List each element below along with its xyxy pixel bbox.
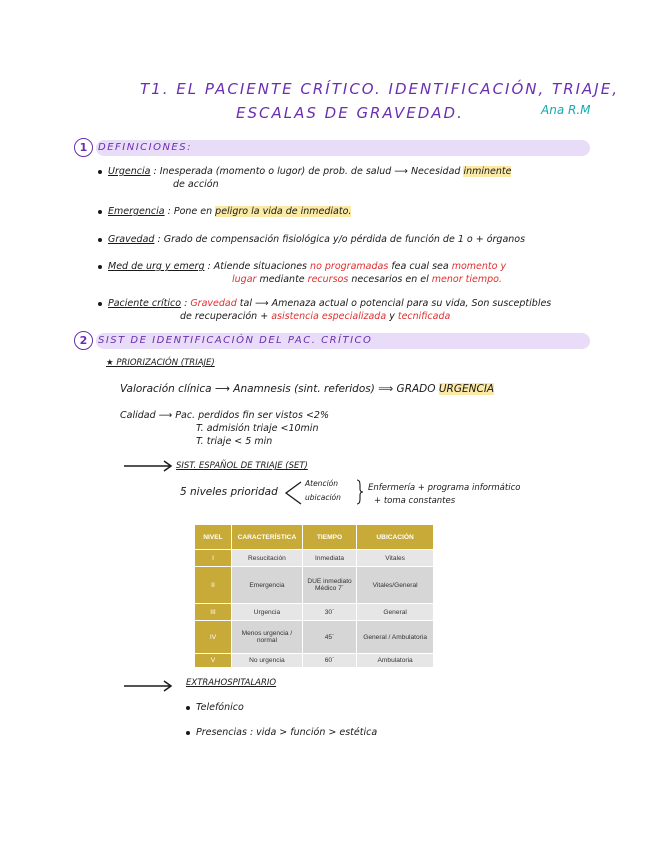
nivel-cell: III <box>195 604 232 621</box>
atencion-label: Atención <box>305 479 338 488</box>
enfermeria-line2: + toma constantes <box>374 496 456 506</box>
tiempo-cell: 60´ <box>302 654 356 668</box>
bullet-icon <box>186 731 190 735</box>
col-header-caracteristica: CARACTERÍSTICA <box>232 525 303 550</box>
set-heading: SIST. ESPAÑOL DE TRIAJE (SET) <box>176 461 308 471</box>
valoracion-clinica: Valoración clínica ⟶ Anamnesis (sint. referidos) ⟹ GRADO URGENCIA <box>120 383 495 395</box>
nivel-cell: I <box>195 550 232 567</box>
calidad-line3: T. triaje < 5 min <box>196 436 273 447</box>
extra-item-presencias: Presencias : vida > función > estética <box>186 727 377 738</box>
calidad-line2: T. admisión triaje <10min <box>196 423 319 434</box>
table-row <box>195 550 434 567</box>
extrahospitalario-heading: EXTRAHOSPITALARIO <box>186 678 277 688</box>
tiempo-cell: Inmediata <box>302 550 356 567</box>
bullet-icon <box>98 170 102 174</box>
bullet-icon <box>98 210 102 214</box>
caracteristica-cell: No urgencia <box>232 654 303 668</box>
ubicacion-cell: Ambulatoria <box>357 654 434 668</box>
arrow-right-icon <box>122 680 174 692</box>
nivel-cell: II <box>195 567 232 604</box>
bullet-icon <box>98 265 102 269</box>
section1-number: 1 <box>74 138 93 157</box>
enfermeria-line1: Enfermería + programa informático <box>368 483 521 493</box>
less-than-bracket-icon <box>283 480 303 506</box>
def-paciente-critico-line2: de recuperación + asistencia especializada y tecnificada <box>180 311 451 322</box>
def-medicina-urgencias-line2: lugar mediante recursos necesarios en el menor tiempo. <box>232 274 502 285</box>
caracteristica-cell: Menos urgencia / normal <box>232 621 303 654</box>
bullet-icon <box>98 238 102 242</box>
def-paciente-critico: Paciente crítico : Gravedad tal ⟶ Amenaza actual o potencial para su vida, Son susceptibles <box>98 298 551 309</box>
def-emergencia: Emergencia : Pone en peligro la vida de inmediato. <box>98 206 351 217</box>
caracteristica-cell: Urgencia <box>232 604 303 621</box>
table-row <box>195 621 434 654</box>
tiempo-cell: 45´ <box>302 621 356 654</box>
page-title: T1. EL PACIENTE CRÍTICO. IDENTIFICACIÓN, TRIAJE, <box>140 80 619 98</box>
extra-item-telefonico: Telefónico <box>186 702 244 713</box>
def-urgencia-line2: de acción <box>173 179 219 190</box>
table-row <box>195 567 434 604</box>
table-row <box>195 604 434 621</box>
arrow-right-icon <box>122 460 174 472</box>
table-header-row <box>195 525 434 550</box>
calidad-line1: Calidad ⟶ Pac. perdidos fin ser vistos <2% <box>120 410 329 421</box>
author-signature: Ana R.M <box>541 103 591 117</box>
caracteristica-cell: Emergencia <box>232 567 303 604</box>
caracteristica-cell: Resucitación <box>232 550 303 567</box>
ubicacion-cell: Vitales/General <box>357 567 434 604</box>
priorizacion-heading: ★ PRIORIZACIÓN (TRIAJE) <box>106 358 215 368</box>
table-row <box>195 654 434 668</box>
ubicacion-cell: General <box>357 604 434 621</box>
nivel-cell: IV <box>195 621 232 654</box>
ubicacion-cell: Vitales <box>357 550 434 567</box>
niveles-prioridad: 5 niveles prioridad <box>180 486 278 498</box>
def-urgencia: Urgencia : Inesperada (momento o lugor) de prob. de salud ⟶ Necesidad inminente <box>98 166 511 177</box>
bullet-icon <box>98 302 102 306</box>
ubicacion-cell: General / Ambulatoria <box>357 621 434 654</box>
page-title-line2: ESCALAS DE GRAVEDAD. <box>236 104 464 122</box>
bullet-icon <box>186 706 190 710</box>
section2-title: SIST DE IDENTIFICACIÓN DEL PAC. CRÍTICO <box>98 335 373 346</box>
section2-number: 2 <box>74 331 93 350</box>
def-medicina-urgencias: Med de urg y emerg : Atiende situaciones no programadas fea cual sea momento y <box>98 261 506 272</box>
triage-table <box>194 524 434 668</box>
curly-brace-icon <box>354 478 364 506</box>
col-header-nivel: NIVEL <box>195 525 232 550</box>
tiempo-cell: 30´ <box>302 604 356 621</box>
section1-title: DEFINICIONES: <box>98 142 192 153</box>
nivel-cell: V <box>195 654 232 668</box>
tiempo-cell: DUE inmediato Médico 7´ <box>302 567 356 604</box>
def-gravedad: Gravedad : Grado de compensación fisiológica y/o pérdida de función de 1 o + órganos <box>98 234 525 245</box>
col-header-ubicacion: UBICACIÓN <box>357 525 434 550</box>
col-header-tiempo: TIEMPO <box>302 525 356 550</box>
ubicacion-label: ubicación <box>305 493 341 502</box>
